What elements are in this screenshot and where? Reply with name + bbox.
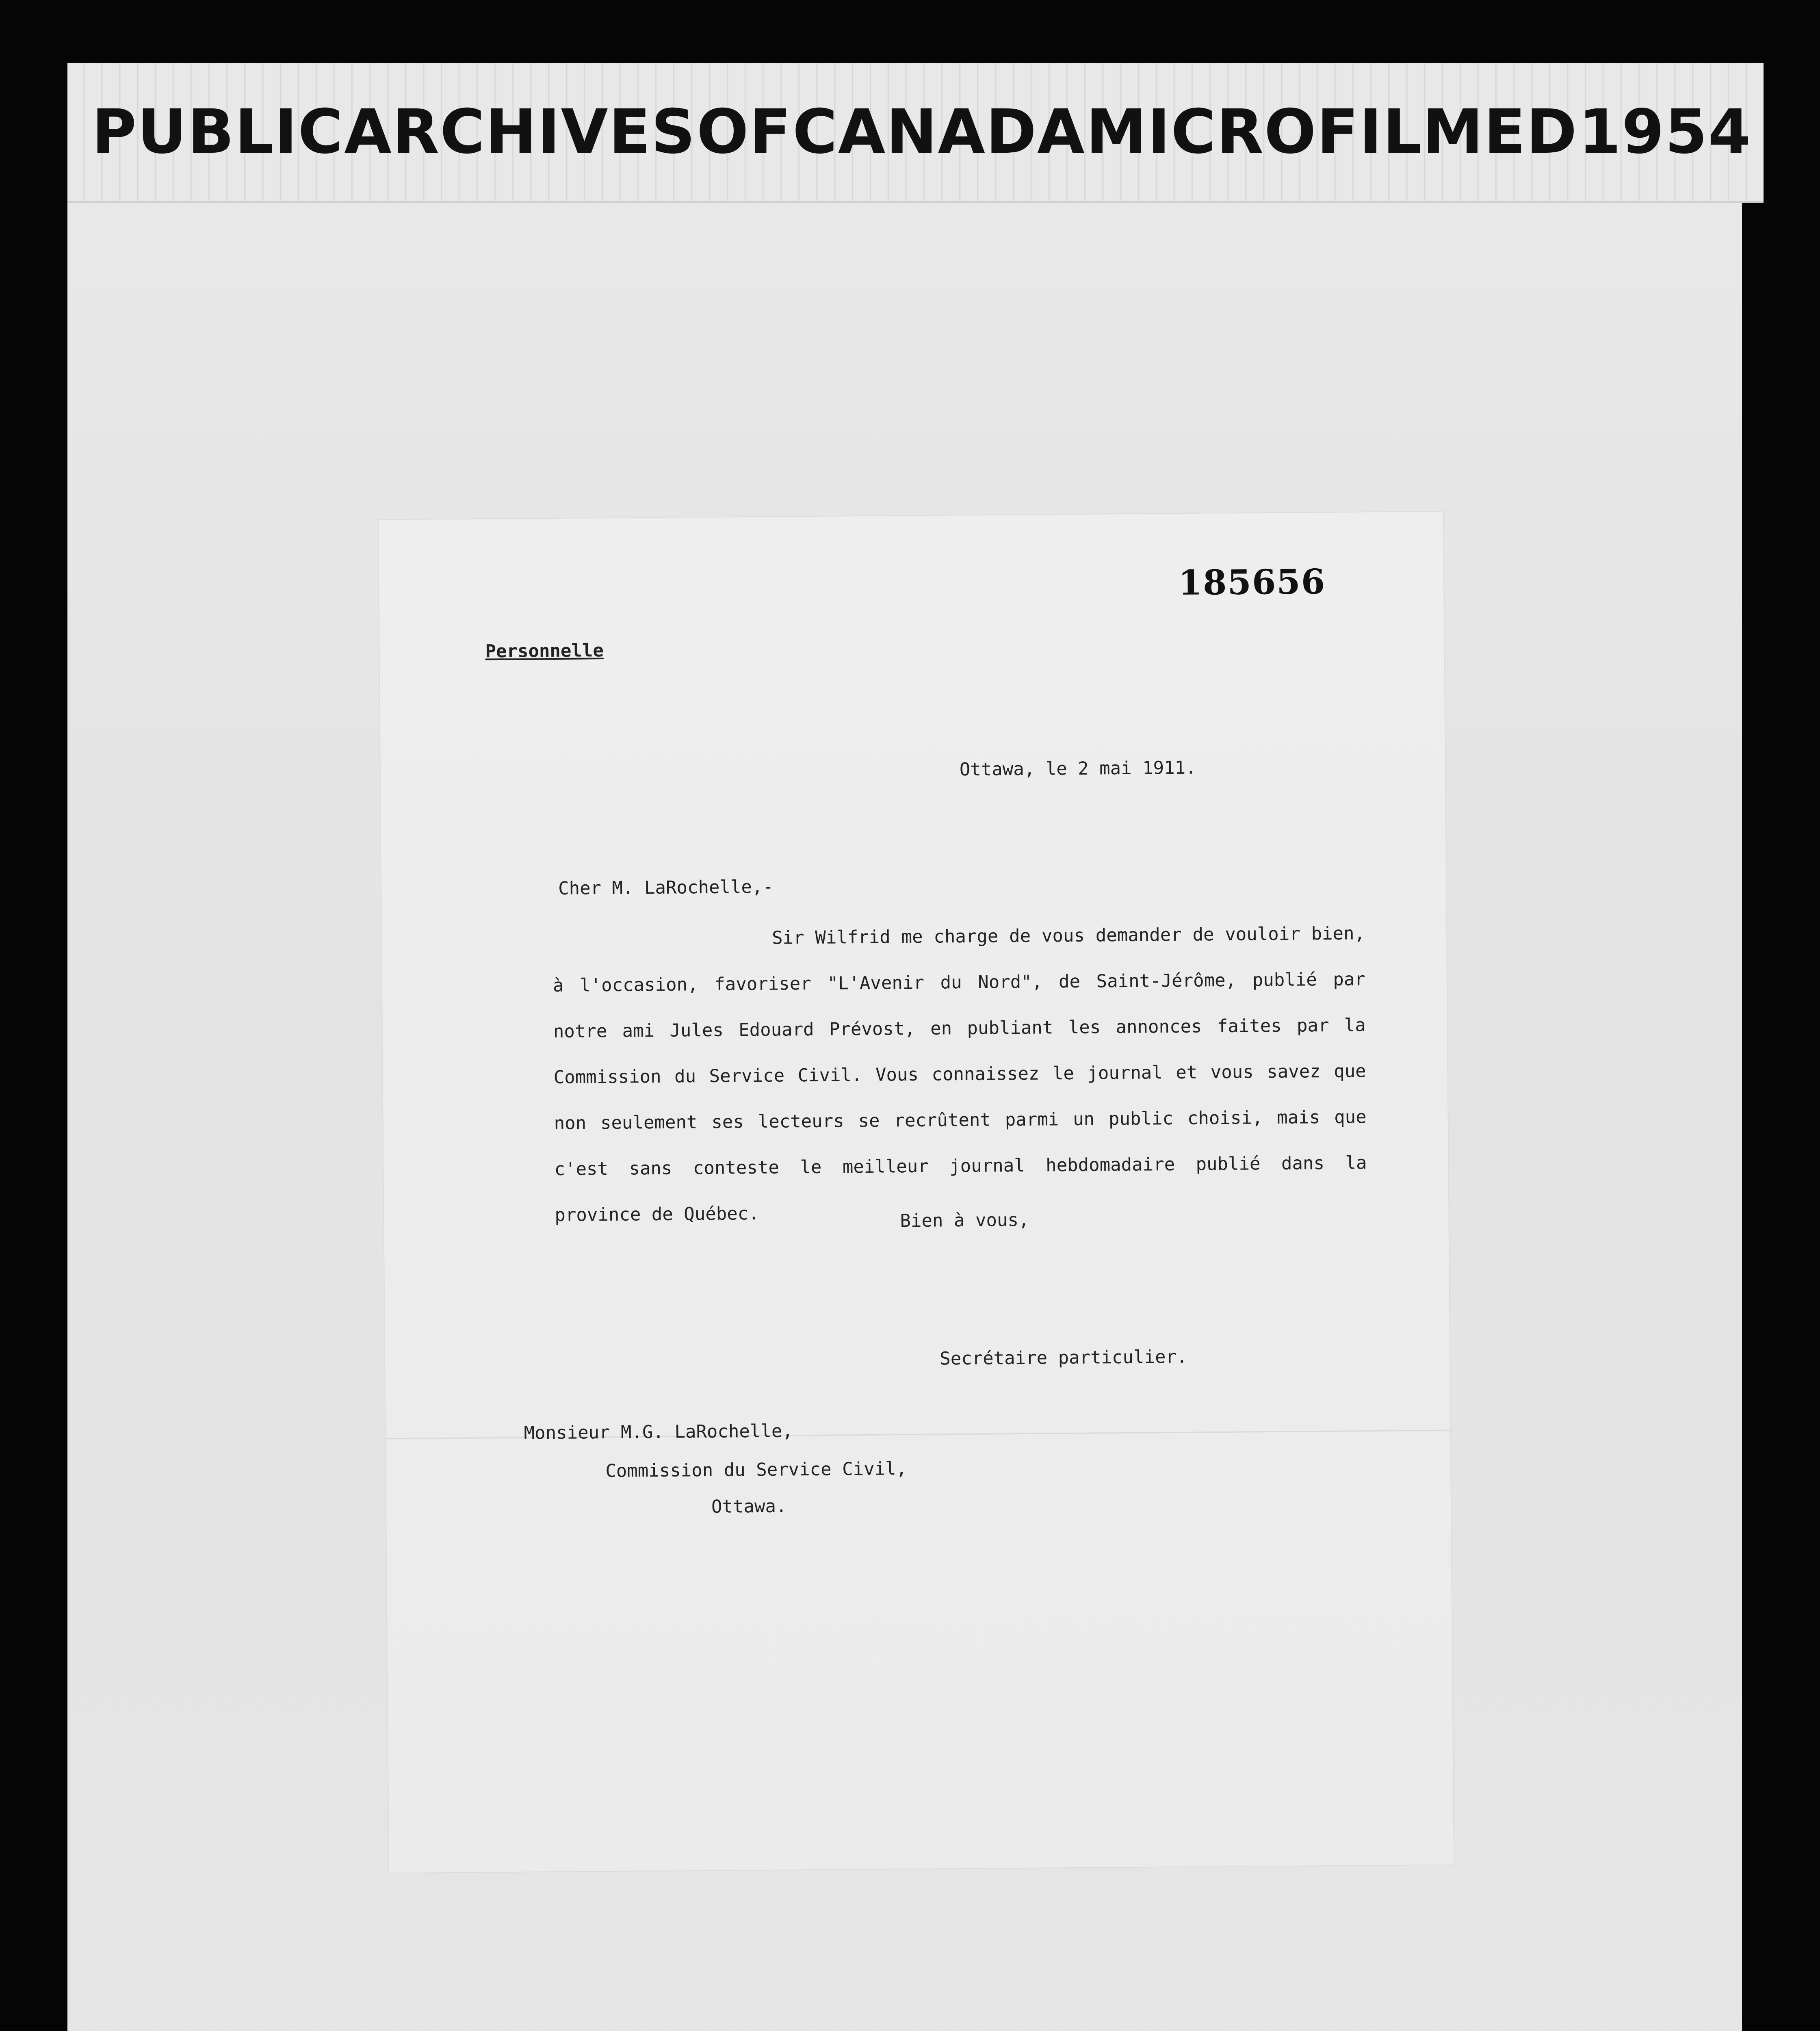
banner-word: OF [697, 97, 792, 167]
archive-banner [67, 63, 1764, 203]
banner-word: CANADA [792, 97, 1086, 167]
archive-number: 185656 [1178, 561, 1326, 603]
letter-signature: Secrétaire particulier. [940, 1346, 1187, 1369]
banner-word: 1954 [1578, 97, 1751, 167]
personal-marking: Personnelle [485, 640, 604, 662]
letter-date: Ottawa, le 2 mai 1911. [959, 757, 1196, 780]
banner-word: MICROFILMED [1086, 97, 1578, 167]
banner-word: PUBLIC [92, 97, 344, 167]
letter-sheet [379, 512, 1454, 1873]
letter-closing: Bien à vous, [900, 1209, 1029, 1232]
letter-body: Sir Wilfrid me charge de vous demander de vouloir bien, à l'occasion, favoriser "L'Avenir du Nord", de Saint-Jérôme, publié par notre ami Jules Edouard Prévost, en publiant les annonces faites par la Commission du Service Civil. Vous connaissez le journal et vous savez que non seulement ses lecteurs se recrûtent parmi un public choisi, mais que c'est sans conteste le meilleur journal hebdomadaire publié dans la province de Québec. [552, 923, 1367, 1226]
banner-title [92, 97, 1751, 167]
address-line: Monsieur M.G. LaRochelle, [524, 1420, 793, 1444]
address-line: Ottawa. [711, 1496, 787, 1517]
letter-salutation: Cher M. LaRochelle,- [558, 876, 774, 899]
address-line: Commission du Service Civil, [605, 1458, 907, 1482]
banner-word: ARCHIVES [344, 97, 696, 167]
